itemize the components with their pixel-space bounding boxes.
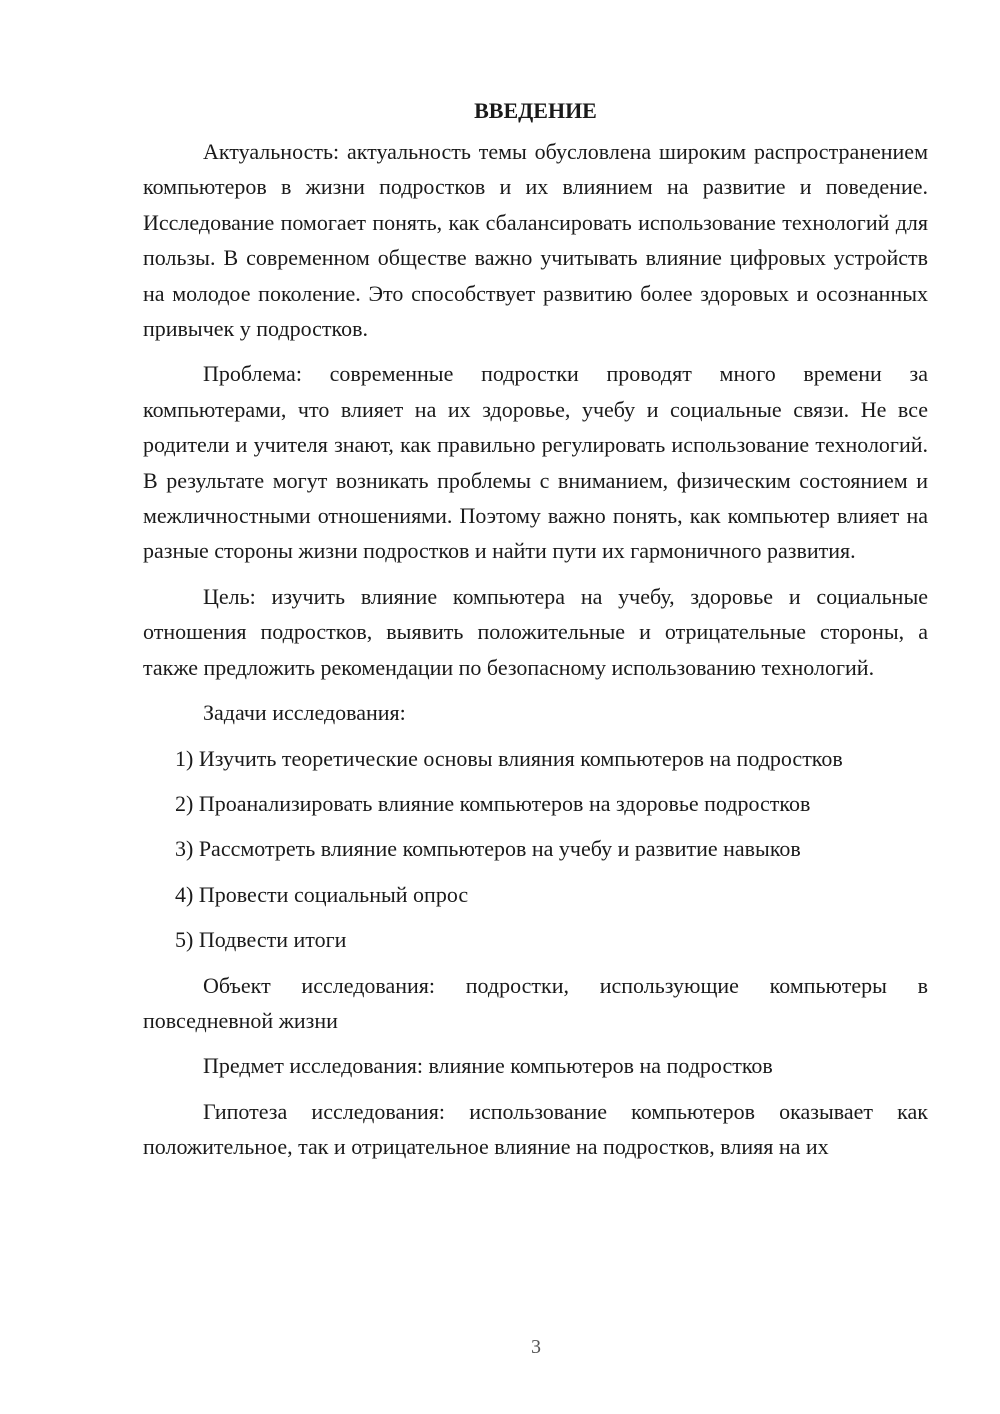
- section-title: ВВЕДЕНИЕ: [474, 98, 597, 123]
- paragraph-problem: Проблема: современные подростки проводят много времени за компьютерами, что влияет на их здоровье, учебу и социальные связи. Не все родители и учителя знают, как правильно регулировать использование технологий. В результате могут возникать проблемы с вниманием, физическим состоянием и межличностными отношениями. Поэтому важно понять, как компьютер влияет на разные стороны жизни подростков и найти пути их гармоничного развития.: [143, 361, 928, 564]
- paragraph-subject: Предмет исследования: влияние компьютеров на подростков: [203, 1053, 773, 1079]
- task-item-3: 3) Рассмотреть влияние компьютеров на учебу и развитие навыков: [175, 836, 801, 862]
- paragraph-hypothesis: Гипотеза исследования: использование компьютеров оказывает как положительное, так и отрицательное влияние на подростков, влияя на их: [143, 1098, 928, 1160]
- task-item-1: 1) Изучить теоретические основы влияния компьютеров на подростков: [175, 745, 843, 771]
- task-item-4: 4) Провести социальный опрос: [175, 881, 469, 907]
- task-item-5: 5) Подвести итоги: [175, 927, 347, 953]
- page-number: 3: [531, 1336, 541, 1358]
- paragraph-relevance: Актуальность: актуальность темы обусловлена широким распространением компьютеров в жизни подростков и их влиянием на развитие и поведение. Исследование помогает понять, как сбалансировать использование технологий для пользы. В современном обществе важно учитывать влияние цифровых устройств на молодое поколение. Это способствует развитию более здоровых и осознанных привычек у подростков.: [143, 139, 928, 342]
- paragraph-object: Объект исследования: подростки, использующие компьютеры в повседневной жизни: [143, 972, 928, 1033]
- paragraph-goal: Цель: изучить влияние компьютера на учебу, здоровье и социальные отношения подростков, выявить положительные и отрицательные стороны, а также предложить рекомендации по безопасному использованию технологий.: [143, 583, 928, 680]
- tasks-heading: Задачи исследования:: [203, 700, 406, 726]
- page-content: [143, 96, 928, 1175]
- task-item-2: 2) Проанализировать влияние компьютеров на здоровье подростков: [175, 790, 811, 816]
